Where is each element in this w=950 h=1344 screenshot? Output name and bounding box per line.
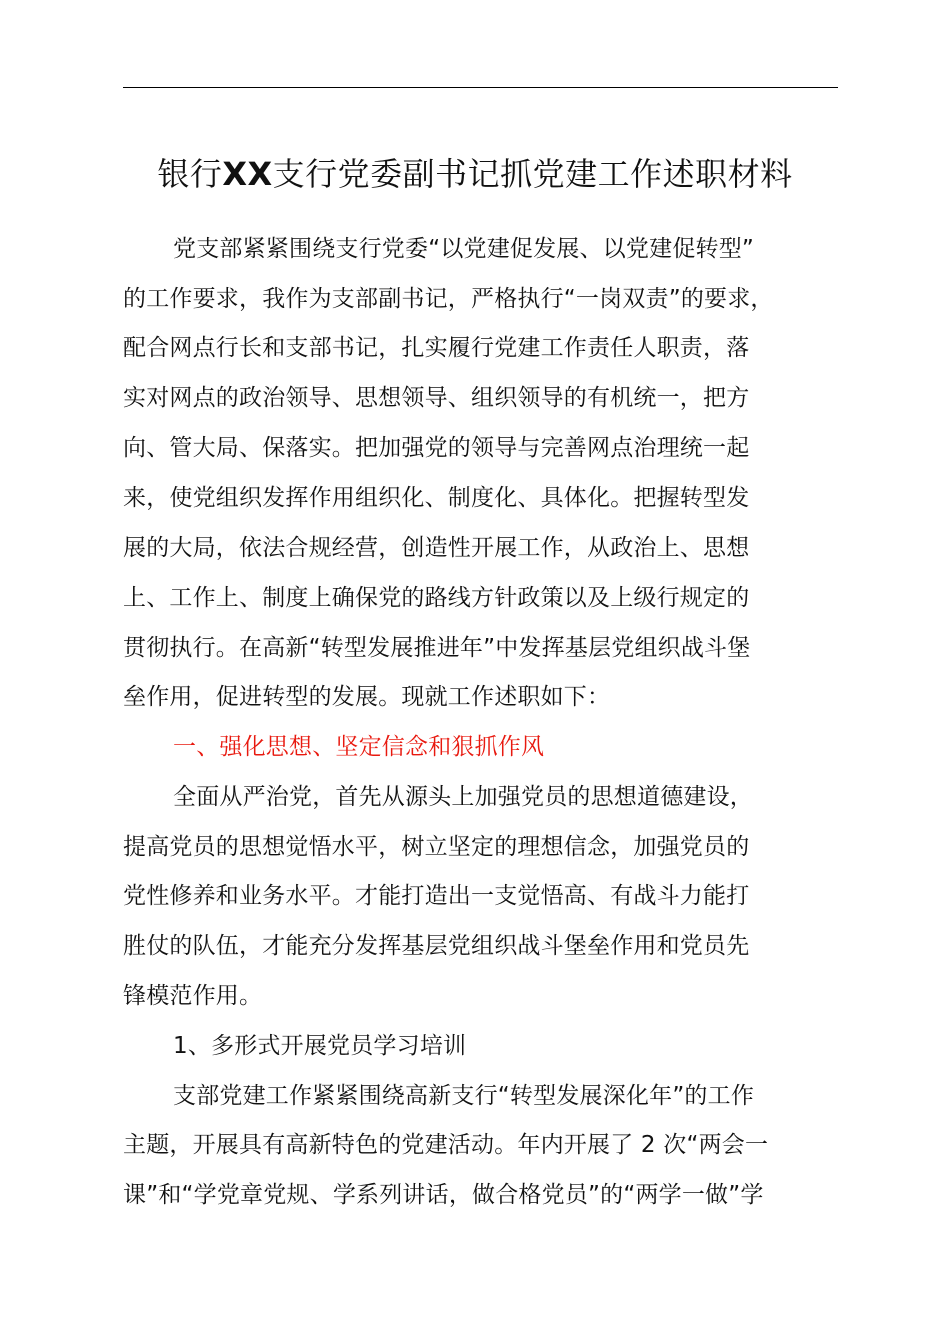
subsection-line: 支部党建工作紧紧围绕高新支行“转型发展深化年”的工作 [173,1083,755,1109]
title-suffix: 支行党委副书记抓党建工作述职材料 [272,155,793,193]
intro-line: 贯彻执行。在高新“转型发展推进年”中发挥基层党组织战斗堡 [123,635,751,661]
header-rule [123,87,838,88]
intro-line: 配合网点行长和支部书记，扎实履行党建工作责任人职责，落 [123,335,750,361]
section-line: 全面从严治党，首先从源头上加强党员的思想道德建设， [173,784,753,810]
title-prefix: 银行 [157,155,223,193]
subsection-line: 课”和“学党章党规、学系列讲话，做合格党员”的“两学一做”学 [123,1182,764,1208]
intro-line: 垒作用，促进转型的发展。现就工作述职如下： [123,684,611,710]
intro-line: 向、管大局、保落实。把加强党的领导与完善网点治理统一起 [123,435,750,461]
subsection-line: 主题，开展具有高新特色的党建活动。年内开展了 2 次“两会一 [123,1132,769,1158]
intro-line: 上、工作上、制度上确保党的路线方针政策以及上级行规定的 [123,585,750,611]
section-line: 提高党员的思想觉悟水平，树立坚定的理想信念，加强党员的 [123,834,750,860]
intro-line: 的工作要求，我作为支部副书记，严格执行“一岗双责”的要求， [123,286,774,312]
intro-line: 实对网点的政治领导、思想领导、组织领导的有机统一，把方 [123,385,750,411]
intro-line: 展的大局，依法合规经营，创造性开展工作，从政治上、思想 [123,535,750,561]
section-line: 党性修养和业务水平。才能打造出一支觉悟高、有战斗力能打 [123,883,750,909]
title-bold-placeholder: XX [222,155,273,193]
intro-line: 来，使党组织发挥作用组织化、制度化、具体化。把握转型发 [123,485,750,511]
document-title [0,150,950,198]
section-line: 胜仗的队伍，才能充分发挥基层党组织战斗堡垒作用和党员先 [123,933,750,959]
section-heading-1: 一、强化思想、坚定信念和狠抓作风 [173,734,545,760]
intro-line: 党支部紧紧围绕支行党委“以党建促发展、以党建促转型” [173,236,755,262]
subsection-heading-1: 1、多形式开展党员学习培训 [173,1033,467,1059]
section-line: 锋模范作用。 [123,983,263,1009]
